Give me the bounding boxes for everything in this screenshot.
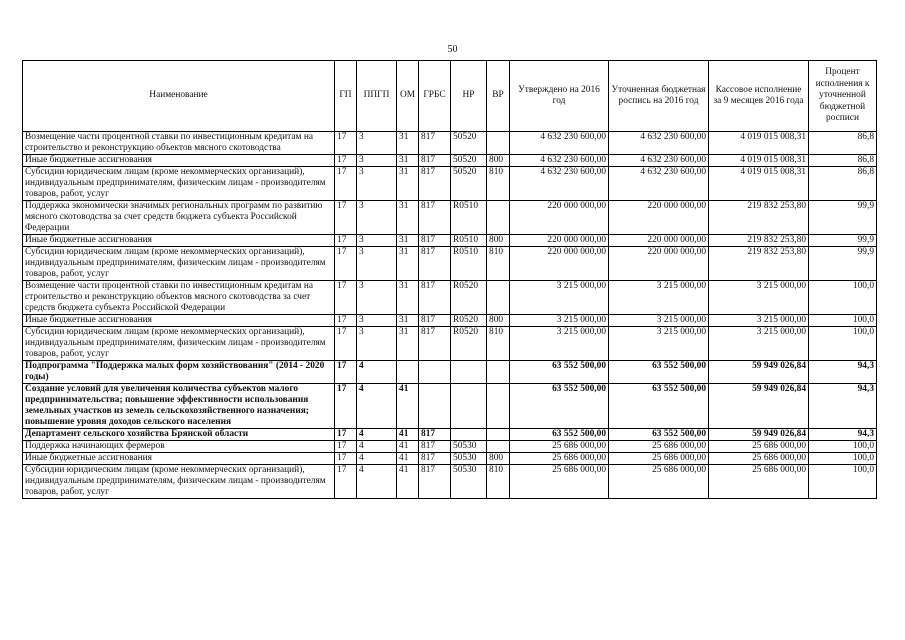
cell-approved: 220 000 000,00 [510,235,609,247]
cell-approved: 25 686 000,00 [510,465,609,499]
cell-vr: 800 [487,155,510,167]
cell-np: R0510 [451,247,487,281]
header-revised: Уточненная бюджетная роспись на 2016 год [609,61,709,132]
cell-vr [487,281,510,315]
cell-name: Возмещение части процентной ставки по инвестиционным кредитам на строительство и реконструкцию объектов мясного скотоводства за счет средств бюджета субъекта Российской Федерации [23,281,335,315]
cell-np: R0510 [451,235,487,247]
table-row [23,247,877,281]
cell-revised: 220 000 000,00 [609,235,709,247]
cell-approved: 3 215 000,00 [510,281,609,315]
cell-gp: 17 [335,361,357,384]
cell-percent: 99,9 [809,247,877,281]
cell-gp: 17 [335,441,357,453]
cell-ppgp: 3 [357,235,397,247]
table-row [23,465,877,499]
cell-ppgp: 4 [357,441,397,453]
cell-np: 50520 [451,155,487,167]
cell-percent: 86,8 [809,132,877,155]
cell-gp: 17 [335,315,357,327]
cell-vr: 810 [487,247,510,281]
header-percent: Процент исполнения к уточненной бюджетной росписи [809,61,877,132]
cell-name: Поддержка начинающих фермеров [23,441,335,453]
cell-np [451,384,487,429]
cell-om: 31 [397,281,419,315]
cell-np: 50520 [451,132,487,155]
table-row [23,281,877,315]
cell-approved: 25 686 000,00 [510,441,609,453]
cell-vr: 800 [487,315,510,327]
cell-gp: 17 [335,155,357,167]
budget-table [22,60,877,499]
cell-ppgp: 3 [357,167,397,201]
cell-ppgp: 3 [357,201,397,235]
cell-om: 31 [397,155,419,167]
cell-percent: 86,8 [809,155,877,167]
table-row [23,315,877,327]
cell-np: R0520 [451,327,487,361]
cell-vr: 800 [487,453,510,465]
table-row [23,327,877,361]
cell-om [397,361,419,384]
cell-percent: 86,8 [809,167,877,201]
cell-revised: 25 686 000,00 [609,465,709,499]
table-row [23,429,877,441]
cell-vr [487,132,510,155]
cell-gp: 17 [335,235,357,247]
cell-ppgp: 3 [357,281,397,315]
cell-name: Поддержка экономически значимых региональных программ по развитию мясного скотоводства за счет средств бюджета субъекта Российской Федерации [23,201,335,235]
cell-name: Подпрограмма "Поддержка малых форм хозяйствования" (2014 - 2020 годы) [23,361,335,384]
cell-vr: 810 [487,465,510,499]
cell-approved: 220 000 000,00 [510,247,609,281]
cell-np: R0520 [451,281,487,315]
cell-vr [487,429,510,441]
cell-revised: 220 000 000,00 [609,247,709,281]
cell-np: 50530 [451,441,487,453]
cell-percent: 100,0 [809,465,877,499]
cell-grbs: 817 [419,281,451,315]
cell-cash: 3 215 000,00 [709,315,809,327]
cell-np: 50520 [451,167,487,201]
header-name: Наименование [23,61,335,132]
cell-name: Иные бюджетные ассигнования [23,315,335,327]
cell-percent: 99,9 [809,235,877,247]
cell-name: Создание условий для увеличения количества субъектов малого предпринимательства; повышение эффективности использования земельных участков из земель сельскохозяйственного назначения; повышение уровня доходов сельского населения [23,384,335,429]
cell-revised: 4 632 230 600,00 [609,132,709,155]
cell-name: Субсидии юридическим лицам (кроме некоммерческих организаций), индивидуальным предпринимателям, физическим лицам - производителям товаров, работ, услуг [23,465,335,499]
cell-grbs [419,361,451,384]
cell-gp: 17 [335,132,357,155]
cell-revised: 25 686 000,00 [609,441,709,453]
cell-approved: 3 215 000,00 [510,327,609,361]
cell-name: Субсидии юридическим лицам (кроме некоммерческих организаций), индивидуальным предпринимателям, физическим лицам - производителям товаров, работ, услуг [23,167,335,201]
cell-name: Департамент сельского хозяйства Брянской области [23,429,335,441]
cell-percent: 100,0 [809,327,877,361]
table-body [23,132,877,499]
table-row [23,361,877,384]
cell-cash: 25 686 000,00 [709,453,809,465]
cell-name: Субсидии юридическим лицам (кроме некоммерческих организаций), индивидуальным предпринимателям, физическим лицам - производителям товаров, работ, услуг [23,247,335,281]
cell-np: 50530 [451,453,487,465]
cell-grbs: 817 [419,132,451,155]
cell-om: 41 [397,441,419,453]
cell-cash: 219 832 253,80 [709,235,809,247]
cell-cash: 59 949 026,84 [709,384,809,429]
cell-om: 41 [397,384,419,429]
cell-grbs: 817 [419,315,451,327]
header-approved: Утверждено на 2016 год [510,61,609,132]
cell-revised: 4 632 230 600,00 [609,155,709,167]
cell-revised: 220 000 000,00 [609,201,709,235]
cell-approved: 63 552 500,00 [510,429,609,441]
cell-grbs: 817 [419,201,451,235]
cell-gp: 17 [335,247,357,281]
table-row [23,441,877,453]
table-row [23,155,877,167]
cell-om: 31 [397,201,419,235]
cell-name: Иные бюджетные ассигнования [23,235,335,247]
cell-vr [487,361,510,384]
cell-ppgp: 4 [357,465,397,499]
cell-om: 31 [397,132,419,155]
header-ppgp: ППГП [357,61,397,132]
cell-approved: 3 215 000,00 [510,315,609,327]
cell-cash: 219 832 253,80 [709,247,809,281]
cell-percent: 100,0 [809,315,877,327]
cell-om: 31 [397,247,419,281]
header-cash: Кассовое исполнение за 9 месяцев 2016 года [709,61,809,132]
cell-np: R0520 [451,315,487,327]
cell-ppgp: 3 [357,155,397,167]
cell-ppgp: 3 [357,132,397,155]
table-row [23,167,877,201]
page-number: 50 [447,44,458,55]
cell-gp: 17 [335,327,357,361]
cell-cash: 3 215 000,00 [709,327,809,361]
cell-revised: 3 215 000,00 [609,315,709,327]
header-vr: ВР [487,61,510,132]
cell-grbs: 817 [419,235,451,247]
cell-approved: 25 686 000,00 [510,453,609,465]
cell-approved: 4 632 230 600,00 [510,155,609,167]
cell-percent: 99,9 [809,201,877,235]
cell-np: R0510 [451,201,487,235]
cell-om: 31 [397,167,419,201]
table-row [23,384,877,429]
cell-cash: 25 686 000,00 [709,441,809,453]
cell-revised: 63 552 500,00 [609,361,709,384]
cell-grbs: 817 [419,327,451,361]
cell-vr [487,201,510,235]
header-gp: ГП [335,61,357,132]
cell-cash: 25 686 000,00 [709,465,809,499]
cell-approved: 4 632 230 600,00 [510,167,609,201]
cell-grbs: 817 [419,155,451,167]
cell-name: Иные бюджетные ассигнования [23,155,335,167]
cell-gp: 17 [335,453,357,465]
cell-ppgp: 3 [357,315,397,327]
cell-om: 31 [397,327,419,361]
cell-grbs: 817 [419,247,451,281]
cell-cash: 59 949 026,84 [709,429,809,441]
cell-np: 50530 [451,465,487,499]
cell-percent: 94,3 [809,361,877,384]
cell-np [451,361,487,384]
cell-cash: 3 215 000,00 [709,281,809,315]
cell-grbs: 817 [419,429,451,441]
cell-percent: 100,0 [809,281,877,315]
cell-ppgp: 4 [357,384,397,429]
cell-name: Субсидии юридическим лицам (кроме некоммерческих организаций), индивидуальным предпринимателям, физическим лицам - производителям товаров, работ, услуг [23,327,335,361]
cell-cash: 4 019 015 008,31 [709,155,809,167]
cell-gp: 17 [335,167,357,201]
cell-revised: 4 632 230 600,00 [609,167,709,201]
cell-grbs: 817 [419,167,451,201]
table-row [23,235,877,247]
cell-ppgp: 4 [357,361,397,384]
cell-om: 31 [397,315,419,327]
cell-gp: 17 [335,201,357,235]
cell-gp: 17 [335,465,357,499]
cell-gp: 17 [335,429,357,441]
cell-percent: 94,3 [809,384,877,429]
cell-revised: 3 215 000,00 [609,327,709,361]
cell-grbs [419,384,451,429]
cell-vr [487,384,510,429]
cell-approved: 63 552 500,00 [510,361,609,384]
cell-ppgp: 4 [357,453,397,465]
cell-name: Возмещение части процентной ставки по инвестиционным кредитам на строительство и реконструкцию объектов мясного скотоводства [23,132,335,155]
cell-name: Иные бюджетные ассигнования [23,453,335,465]
cell-revised: 63 552 500,00 [609,429,709,441]
cell-percent: 94,3 [809,429,877,441]
cell-np [451,429,487,441]
cell-percent: 100,0 [809,441,877,453]
cell-revised: 63 552 500,00 [609,384,709,429]
cell-approved: 63 552 500,00 [510,384,609,429]
cell-gp: 17 [335,384,357,429]
cell-grbs: 817 [419,453,451,465]
cell-om: 41 [397,453,419,465]
cell-vr: 810 [487,167,510,201]
cell-vr: 810 [487,327,510,361]
cell-ppgp: 3 [357,247,397,281]
table-row [23,453,877,465]
cell-om: 41 [397,465,419,499]
header-np: НР [451,61,487,132]
cell-ppgp: 3 [357,327,397,361]
cell-approved: 220 000 000,00 [510,201,609,235]
cell-ppgp: 4 [357,429,397,441]
cell-grbs: 817 [419,465,451,499]
cell-cash: 4 019 015 008,31 [709,132,809,155]
cell-revised: 25 686 000,00 [609,453,709,465]
table-row [23,201,877,235]
cell-approved: 4 632 230 600,00 [510,132,609,155]
cell-vr [487,441,510,453]
cell-om: 31 [397,235,419,247]
header-grbs: ГРБС [419,61,451,132]
cell-revised: 3 215 000,00 [609,281,709,315]
cell-percent: 100,0 [809,453,877,465]
cell-gp: 17 [335,281,357,315]
cell-cash: 219 832 253,80 [709,201,809,235]
header-om: ОМ [397,61,419,132]
cell-om: 41 [397,429,419,441]
cell-grbs: 817 [419,441,451,453]
cell-cash: 4 019 015 008,31 [709,167,809,201]
cell-vr: 800 [487,235,510,247]
table-row [23,132,877,155]
table-header [23,61,877,132]
cell-cash: 59 949 026,84 [709,361,809,384]
